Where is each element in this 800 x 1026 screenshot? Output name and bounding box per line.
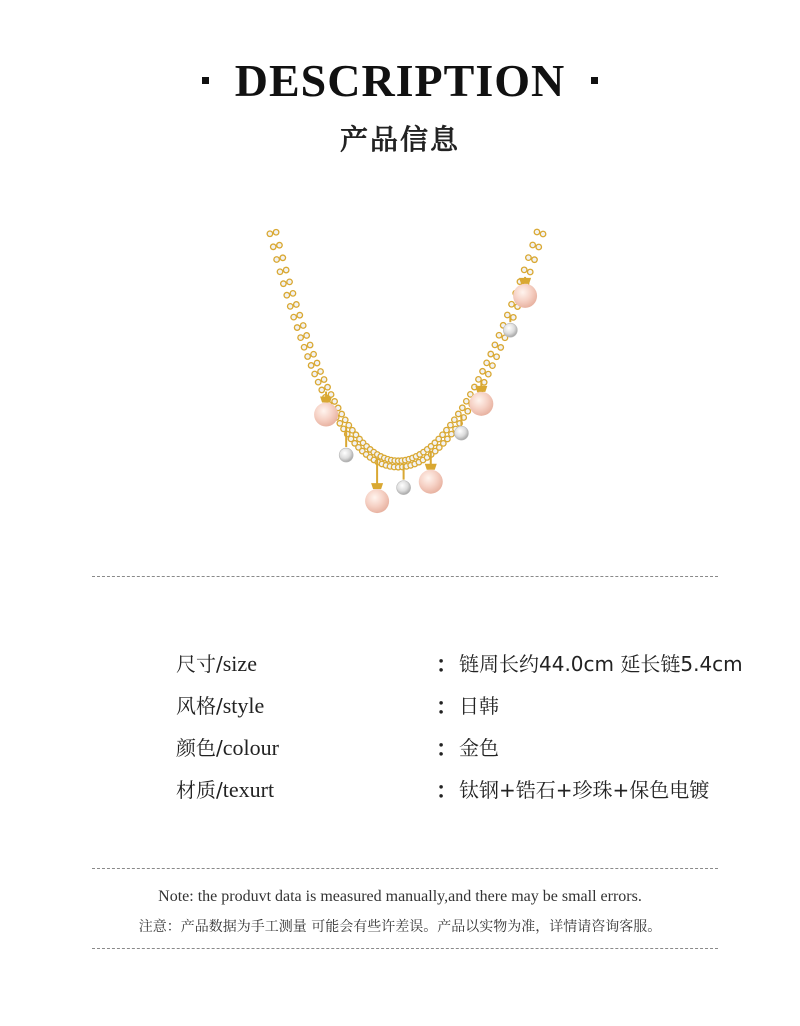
pearl-charm	[314, 403, 338, 427]
rhinestone	[460, 406, 464, 410]
rhinestone	[440, 433, 444, 437]
rhinestone	[287, 280, 291, 284]
divider-top	[92, 576, 718, 577]
rhinestone	[341, 427, 345, 431]
rhinestone	[437, 437, 441, 441]
rhinestone	[537, 245, 541, 249]
rhinestone	[315, 361, 319, 365]
rhinestone	[531, 243, 535, 247]
rhinestone	[441, 441, 445, 445]
pearl-charm	[419, 470, 443, 494]
rhinestone	[476, 377, 480, 381]
rhinestone	[281, 282, 285, 286]
rhinestone	[329, 392, 333, 396]
rhinestone	[452, 418, 456, 422]
pearl-cap	[519, 278, 531, 284]
rhinestone	[466, 409, 470, 413]
rhinestone	[445, 437, 449, 441]
rhinestone	[343, 418, 347, 422]
pearl-cap	[475, 386, 487, 392]
rhinestone	[281, 256, 285, 260]
rhinestone	[295, 325, 299, 329]
rhinestone	[464, 399, 468, 403]
rhinestone	[528, 270, 532, 274]
rhinestone	[486, 372, 490, 376]
rhinestone	[275, 257, 279, 261]
rhinestone	[482, 380, 486, 384]
crystal-ball-charm	[454, 426, 468, 440]
rhinestone	[494, 355, 498, 359]
crystal-ball-charm	[339, 448, 353, 462]
rhinestone	[353, 441, 357, 445]
title-left-dot	[202, 77, 209, 84]
rhinestone	[284, 268, 288, 272]
page-subtitle: 产品信息	[339, 123, 460, 156]
rhinestone-chain	[266, 229, 546, 471]
rhinestone	[325, 385, 329, 389]
title-right-dot	[591, 77, 598, 84]
spec-row-colour	[0, 732, 800, 766]
rhinestone	[291, 291, 295, 295]
rhinestone	[316, 380, 320, 384]
spec-row-style	[0, 690, 800, 724]
rhinestone	[493, 343, 497, 347]
spec-row-size	[0, 648, 800, 682]
page-title: DESCRIPTION	[234, 54, 566, 106]
note-chinese: 注意：产品数据为手工测量 可能会有些许差误。产品以实物为准，详情请咨询客服。	[138, 919, 662, 935]
rhinestone	[444, 428, 448, 432]
pearl-charm	[513, 284, 537, 308]
rhinestone	[448, 423, 452, 427]
rhinestone	[437, 445, 441, 449]
rhinestone	[277, 243, 281, 247]
rhinestone	[349, 437, 353, 441]
rhinestone	[299, 335, 303, 339]
charms	[314, 277, 537, 513]
rhinestone	[497, 333, 501, 337]
rhinestone	[503, 336, 507, 340]
rhinestone	[468, 392, 472, 396]
spec-value: 金色	[459, 736, 499, 760]
rhinestone	[278, 270, 282, 274]
rhinestone	[322, 377, 326, 381]
crystal-ball-charm	[397, 481, 411, 495]
rhinestone	[308, 343, 312, 347]
spec-label: 颜色/colour	[176, 735, 279, 760]
rhinestone	[302, 345, 306, 349]
rhinestone	[338, 421, 342, 425]
pearl-cap	[320, 397, 332, 403]
pearl-cap	[371, 483, 383, 489]
pearl-charm	[469, 392, 493, 416]
title-row	[0, 52, 800, 108]
note-english: Note: the produvt data is measured manually,and there may be small errors.	[158, 888, 642, 905]
rhinestone	[340, 412, 344, 416]
rhinestone	[292, 315, 296, 319]
rhinestone	[285, 293, 289, 297]
rhinestone	[511, 315, 515, 319]
rhinestone	[294, 302, 298, 306]
rhinestone	[505, 313, 509, 317]
rhinestone	[532, 258, 536, 262]
rhinestone	[347, 423, 351, 427]
rhinestone	[333, 399, 337, 403]
rhinestone	[509, 302, 513, 306]
spec-value: 日韩	[459, 694, 499, 718]
spec-row-texture	[0, 774, 800, 808]
rhinestone	[288, 304, 292, 308]
spec-colon: ：	[436, 653, 459, 678]
rhinestone	[274, 230, 278, 234]
rhinestone	[480, 369, 484, 373]
spec-value: 链周长约44.0cm 延长链5.4cm	[459, 652, 743, 676]
rhinestone	[535, 230, 539, 234]
divider-middle	[92, 868, 718, 869]
rhinestone	[354, 433, 358, 437]
rhinestone	[526, 256, 530, 260]
spec-colon: ：	[436, 779, 459, 804]
rhinestone	[309, 363, 313, 367]
pearl-charm	[365, 489, 389, 513]
rhinestone	[311, 352, 315, 356]
spec-colon: ：	[436, 737, 459, 762]
rhinestone	[449, 432, 453, 436]
rhinestone	[271, 245, 275, 249]
rhinestone	[541, 232, 545, 236]
spec-value: 钛钢+锆石+珍珠+保色电镀	[459, 778, 710, 802]
rhinestone	[318, 369, 322, 373]
rhinestone	[306, 354, 310, 358]
spec-label: 尺寸/size	[176, 651, 257, 676]
rhinestone	[313, 372, 317, 376]
rhinestone	[305, 333, 309, 337]
rhinestone	[268, 232, 272, 236]
spec-colon: ：	[436, 695, 459, 720]
rhinestone	[298, 313, 302, 317]
rhinestone	[489, 352, 493, 356]
rhinestone	[490, 364, 494, 368]
spec-label: 风格/style	[176, 693, 265, 718]
crystal-ball-charm	[503, 323, 517, 337]
rhinestone	[499, 345, 503, 349]
necklace-image	[255, 225, 555, 570]
rhinestone	[485, 361, 489, 365]
rhinestone	[433, 449, 437, 453]
divider-bottom	[92, 948, 718, 949]
rhinestone	[456, 412, 460, 416]
rhinestone	[522, 268, 526, 272]
rhinestone	[301, 323, 305, 327]
rhinestone	[350, 428, 354, 432]
pearl-cap	[425, 464, 437, 470]
spec-label: 材质/texurt	[176, 777, 275, 802]
rhinestone	[320, 388, 324, 392]
